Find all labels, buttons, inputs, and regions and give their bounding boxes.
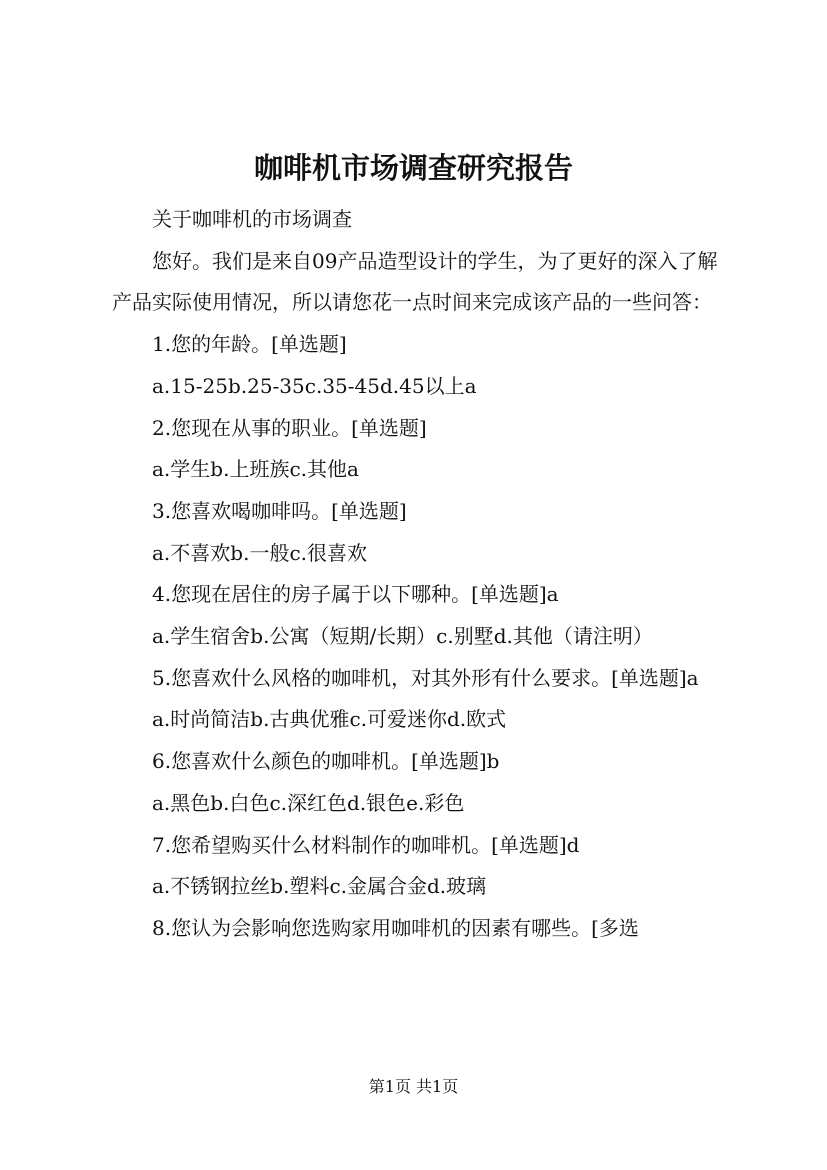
answer-options-5: a.时尚简洁b.古典优雅c.可爱迷你d.欧式 xyxy=(152,707,507,732)
question-5: 5.您喜欢什么风格的咖啡机，对其外形有什么要求。[单选题]a xyxy=(152,665,699,690)
paragraph-greeting: 您好。我们是来自09产品造型设计的学生，为了更好的深入了解产品实际使用情况，所以请您花一点时间来完成该产品的一些问答： xyxy=(112,248,718,315)
answer-options-3: a.不喜欢b.一般c.很喜欢 xyxy=(152,540,367,565)
answer-options-2: a.学生b.上班族c.其他a xyxy=(152,457,359,482)
question-8: 8.您认为会影响您选购家用咖啡机的因素有哪些。[多选 xyxy=(152,915,639,940)
question-6: 6.您喜欢什么颜色的咖啡机。[单选题]b xyxy=(152,749,500,774)
answer-options-6: a.黑色b.白色c.深红色d.银色e.彩色 xyxy=(152,790,465,815)
paragraph-intro-heading: 关于咖啡机的市场调查 xyxy=(152,207,352,231)
document-body xyxy=(112,199,727,950)
question-7: 7.您希望购买什么材料制作的咖啡机。[单选题]d xyxy=(152,832,580,857)
document-title: 咖啡机市场调查研究报告 xyxy=(253,151,573,185)
question-3: 3.您喜欢喝咖啡吗。[单选题] xyxy=(152,498,407,523)
question-1: 1.您的年龄。[单选题] xyxy=(152,332,347,357)
answer-options-1: a.15-25b.25-35c.35-45d.45以上a xyxy=(152,373,477,398)
answer-options-4: a.学生宿舍b.公寓（短期/长期）c.别墅d.其他（请注明） xyxy=(152,624,653,649)
question-2: 2.您现在从事的职业。[单选题] xyxy=(152,415,427,440)
answer-options-7: a.不锈钢拉丝b.塑料c.金属合金d.玻璃 xyxy=(152,874,487,899)
question-4: 4.您现在居住的房子属于以下哪种。[单选题]a xyxy=(152,582,559,607)
page-footer: 第1页 共1页 xyxy=(368,1077,459,1096)
